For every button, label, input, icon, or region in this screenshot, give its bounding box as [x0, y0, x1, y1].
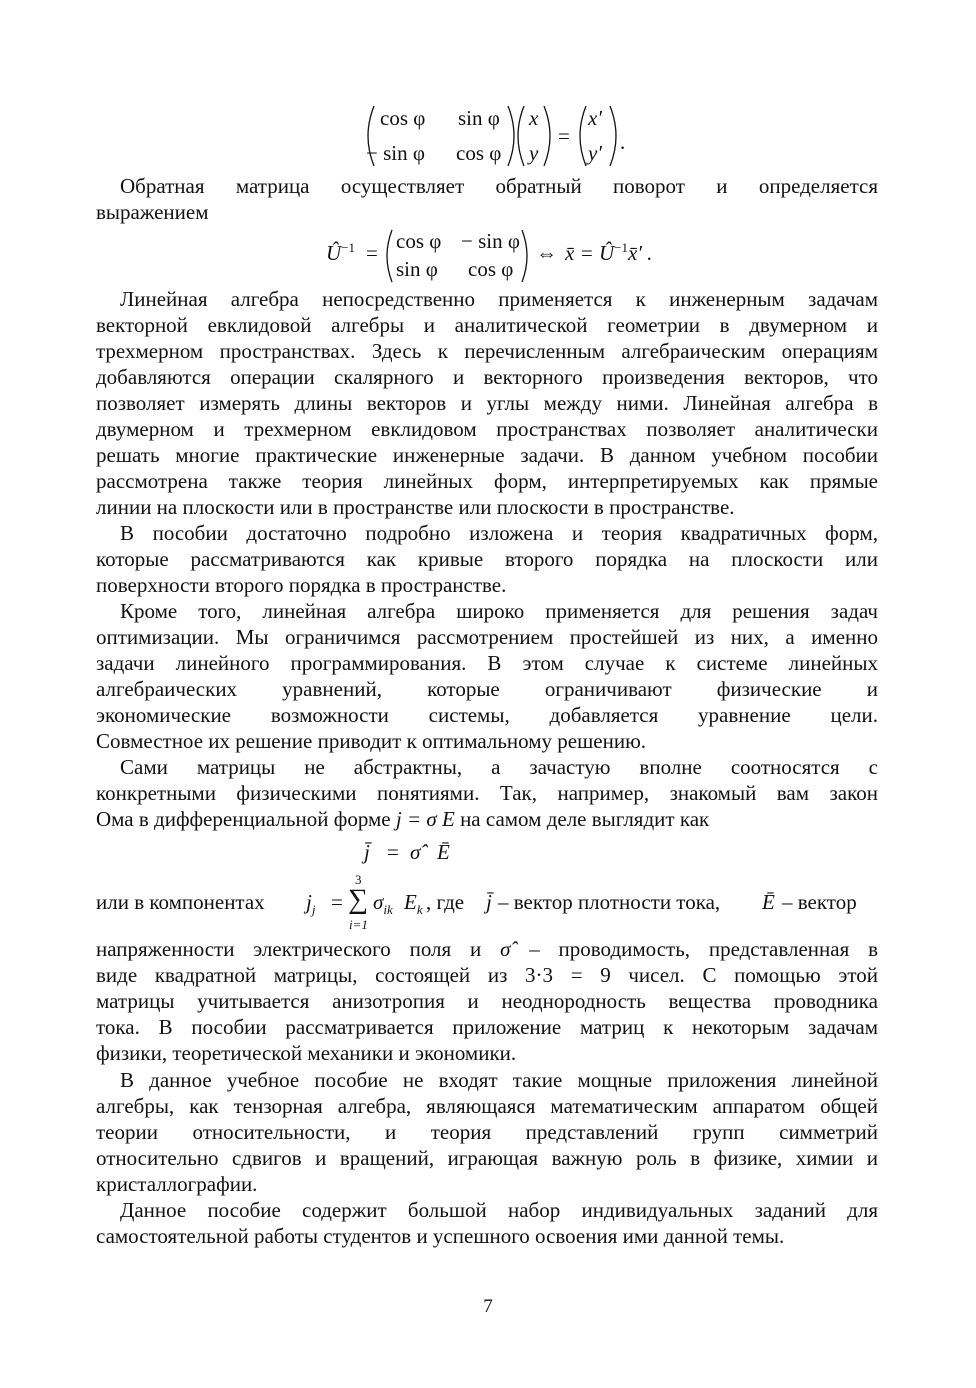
para1-line: позволяет измерять длины векторов и углы между ними. Линейная алгебра в [96, 391, 878, 415]
inv-m21: sin φ [396, 257, 438, 281]
para1-line: двумерном и трехмерном евклидовом пространствах позволяет аналитически [96, 417, 878, 441]
para1-line: линии на плоскости или в пространстве или плоскости в пространстве. [96, 495, 735, 519]
rot-v2: y [529, 141, 539, 165]
ohm-j: j̄ [364, 840, 370, 864]
para4-line: Сами матрицы не абстрактны, а зачастую вполне соотносятся с [120, 755, 878, 779]
word: осуществляет [340, 174, 465, 198]
sum-symbol: ∑ [348, 884, 368, 915]
para7-line: самостоятельной работы студентов и успешного освоения ими данной темы. [96, 1224, 785, 1248]
para4-line3: Ома в дифференциальной форме j = σ E на самом деле выглядит как [96, 807, 710, 831]
para1-line: векторной евклидовой алгебры и аналитической геометрии в двумерном и [96, 313, 878, 337]
para2-line: В пособии достаточно подробно изложена и теория квадратичных форм, [120, 521, 878, 545]
comp-E: $E_k$ [404, 890, 423, 918]
para5-line: виде квадратной матрицы, состоящей из 3·3 = 9 чисел. С помощью этой [96, 963, 878, 987]
paragraph-4 [96, 754, 878, 832]
comp-after-j: – вектор плотности тока, [498, 890, 721, 914]
comp-jvec: j̄ [486, 890, 492, 914]
sum-upper: 3 [355, 872, 362, 887]
paragraph-3 [96, 598, 878, 754]
para5-line1: напряженности электрического поля и σ̂ – проводимость, представленная в [96, 937, 878, 961]
inv-iff: ⇔ [536, 241, 557, 265]
inv-m12: − sin φ [461, 229, 520, 253]
para5-line: физики, теоретической механики и экономики. [96, 1041, 517, 1065]
inverse-intro-line1 [96, 173, 878, 199]
sum-lower: i=1 [349, 917, 368, 932]
ohm-sigma: σ̂ [410, 840, 421, 864]
word: матрица [235, 174, 310, 198]
page-number: 7 [483, 1296, 493, 1317]
rot-r2: y′ [588, 141, 602, 165]
inv-m22: cos φ [468, 257, 514, 281]
para6-line: алгебры, как тензорная алгебра, являющаяся математическим аппаратом общей [96, 1094, 878, 1118]
rot-r1: x′ [588, 106, 602, 130]
para1-line: решать многие практические инженерные задачи. В данном учебном пособии [96, 443, 878, 467]
paragraph-2 [96, 520, 878, 598]
paragraph-6 [96, 1067, 878, 1197]
word: и [716, 174, 728, 198]
paragraph-inverse-intro [96, 173, 878, 225]
word: определяется [758, 174, 878, 198]
para2-line: поверхности второго порядка в пространстве. [96, 573, 507, 597]
word: обратный [495, 174, 582, 198]
inv-lhs: $Û^{-1}$ [326, 240, 356, 265]
rot-eq: = [558, 124, 570, 148]
rot-dot: . [620, 130, 626, 154]
para3-line: оптимизации. Мы ограничимся рассмотрением простейшей из них, а именно [96, 625, 878, 649]
comp-eq: = [331, 890, 343, 914]
para1-line: рассмотрена также теория линейных форм, интерпретируемых как прямые [96, 469, 878, 493]
rot-m12: sin φ [458, 106, 500, 130]
ohm-eq: = [387, 840, 399, 864]
comp-jj: $j_j$ [306, 890, 316, 918]
rot-m11: cos φ [380, 106, 426, 130]
rot-m22: cos φ [456, 141, 502, 165]
paragraph-7 [96, 1197, 878, 1249]
comp-Evec: Ē [762, 890, 775, 914]
para5-line: тока. В пособии рассматривается приложение матриц к некоторым задачам [96, 1015, 878, 1039]
para1-line: трехмерном пространствах. Здесь к перечисленным алгебраическим операциям [96, 339, 878, 363]
rot-m21: − sin φ [366, 141, 425, 165]
para6-line: кристаллографии. [96, 1172, 258, 1196]
para3-line: экономические возможности системы, добавляется уравнение цели. [96, 703, 878, 727]
para3-line: Совместное их решение приводит к оптимальному решению. [96, 729, 647, 753]
para3-line: алгебраических уравнений, которые ограничивают физические и [96, 677, 878, 701]
comp-after-E: – вектор [782, 890, 857, 914]
para6-line: относительно сдвигов и вращений, играющая важную роль в физике, химии и [96, 1146, 878, 1170]
para1-line: Линейная алгебра непосредственно применяется к инженерным задачам [120, 287, 878, 311]
sigma-hat: σ̂ [500, 937, 511, 961]
components-prefix: или в компонентах [96, 890, 265, 914]
comp-middle: , где [426, 890, 465, 914]
ohm-inline-formula: j = σ E [395, 807, 455, 831]
para7-line: Данное пособие содержит большой набор индивидуальных заданий для [120, 1198, 878, 1222]
word: поворот [613, 174, 685, 198]
paragraph-5 [96, 936, 878, 1066]
para5-line: матрицы учитывается анизотропия и неоднородность вещества проводника [96, 989, 878, 1013]
para3-line: задачи линейного программирования. В этом случае к системе линейных [96, 651, 878, 675]
para2-line: которые рассматриваются как кривые второго порядка на плоскости или [96, 547, 878, 571]
inverse-intro-line2: выражением [96, 200, 209, 224]
word: Обратная [120, 174, 205, 198]
para1-line: добавляются операции скалярного и векторного произведения векторов, что [96, 365, 878, 389]
paragraph-1 [96, 286, 878, 520]
para4-line: конкретными физическими понятиями. Так, например, знакомый вам закон [96, 781, 878, 805]
para6-line: В данное учебное пособие не входят такие мощные приложения линейной [120, 1068, 878, 1092]
inv-m11: cos φ [396, 229, 442, 253]
ohm-E: Ē [437, 840, 450, 864]
rot-v1: x [529, 106, 539, 130]
comp-sigma: $\sigma_{ik}$ [373, 890, 393, 918]
inv-rhs: x̄ = $Û^{-1}x̄'$ . [565, 240, 653, 265]
para3-line: Кроме того, линейная алгебра широко применяется для решения задач [120, 599, 878, 623]
inv-eq: = [366, 241, 378, 265]
para6-line: теории относительности, и теория представлений групп симметрий [96, 1120, 878, 1144]
